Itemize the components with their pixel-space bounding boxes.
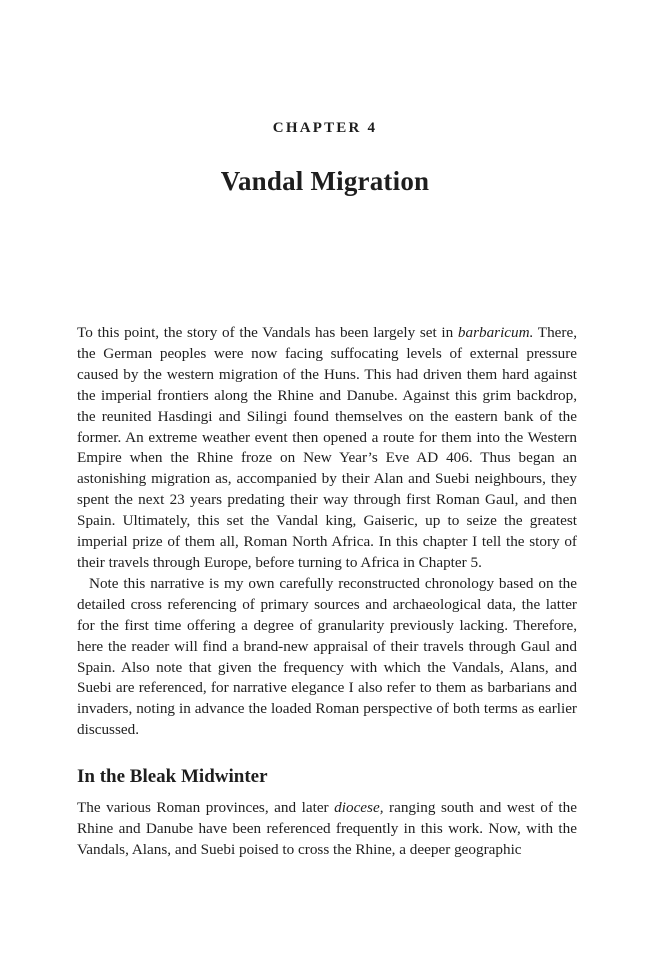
paragraph-note: Note this narrative is my own carefully reconstructed chronology based on the detailed cross referencing of primary sources and archaeological data, the latter for the first time offering a degree of granularity previously lacking. Therefore, here the reader will find a brand-new appraisal of their travels through Gaul and Spain. Also note that given the frequency with which the Vandals, Alans, and Suebi are referenced, for narrative elegance I also refer to them as barbarians and invaders, noting in advance the loaded Roman perspective of both terms as earlier discussed. bbox=[77, 574, 577, 739]
paragraph-intro-italic: barbaricum. bbox=[457, 324, 534, 341]
paragraph-section-text-start: The various Roman provinces, and later bbox=[77, 799, 335, 817]
body-text bbox=[77, 323, 577, 861]
paragraph-section bbox=[77, 798, 577, 861]
chapter-label: CHAPTER 4 bbox=[272, 120, 378, 136]
paragraph-section-text-end: ranging south and west of the Rhine and Danube have been referenced frequently in this work. Now, with the Vandals, Alans, and Suebi poised to cross the Rhine, a deeper geographic bbox=[77, 799, 577, 858]
paragraph-intro-text-end: There, the German peoples were now facing suffocating levels of external pressure caused by the western migration of the Huns. This had driven them hard against the imperial frontiers along the Rhine and Danube. Against this grim backdrop, the reunited Hasdingi and Silingi found themselves on the eastern bank of the former. An extreme weather event then opened a route for them into the Western Empire when the Rhine froze on New Year’s Eve AD 406. Thus began an astonishing migration as, accompanied by their Alan and Suebi neighbours, they spent the next 23 years predating their way through first Roman Gaul, and then Spain. Ultimately, this set the Vandal king, Gaiseric, up to seize the greatest imperial prize of them all, Roman North Africa. In this chapter I tell the story of their travels through Europe, before turning to Africa in Chapter 5. bbox=[77, 324, 578, 571]
paragraph-intro bbox=[77, 323, 577, 574]
paragraph-intro-text-start: To this point, the story of the Vandals has been largely set in bbox=[77, 324, 458, 341]
paragraph-section-italic: diocese, bbox=[334, 799, 384, 817]
chapter-title: Vandal Migration bbox=[220, 166, 430, 196]
section-heading: In the Bleak Midwinter bbox=[77, 766, 268, 788]
